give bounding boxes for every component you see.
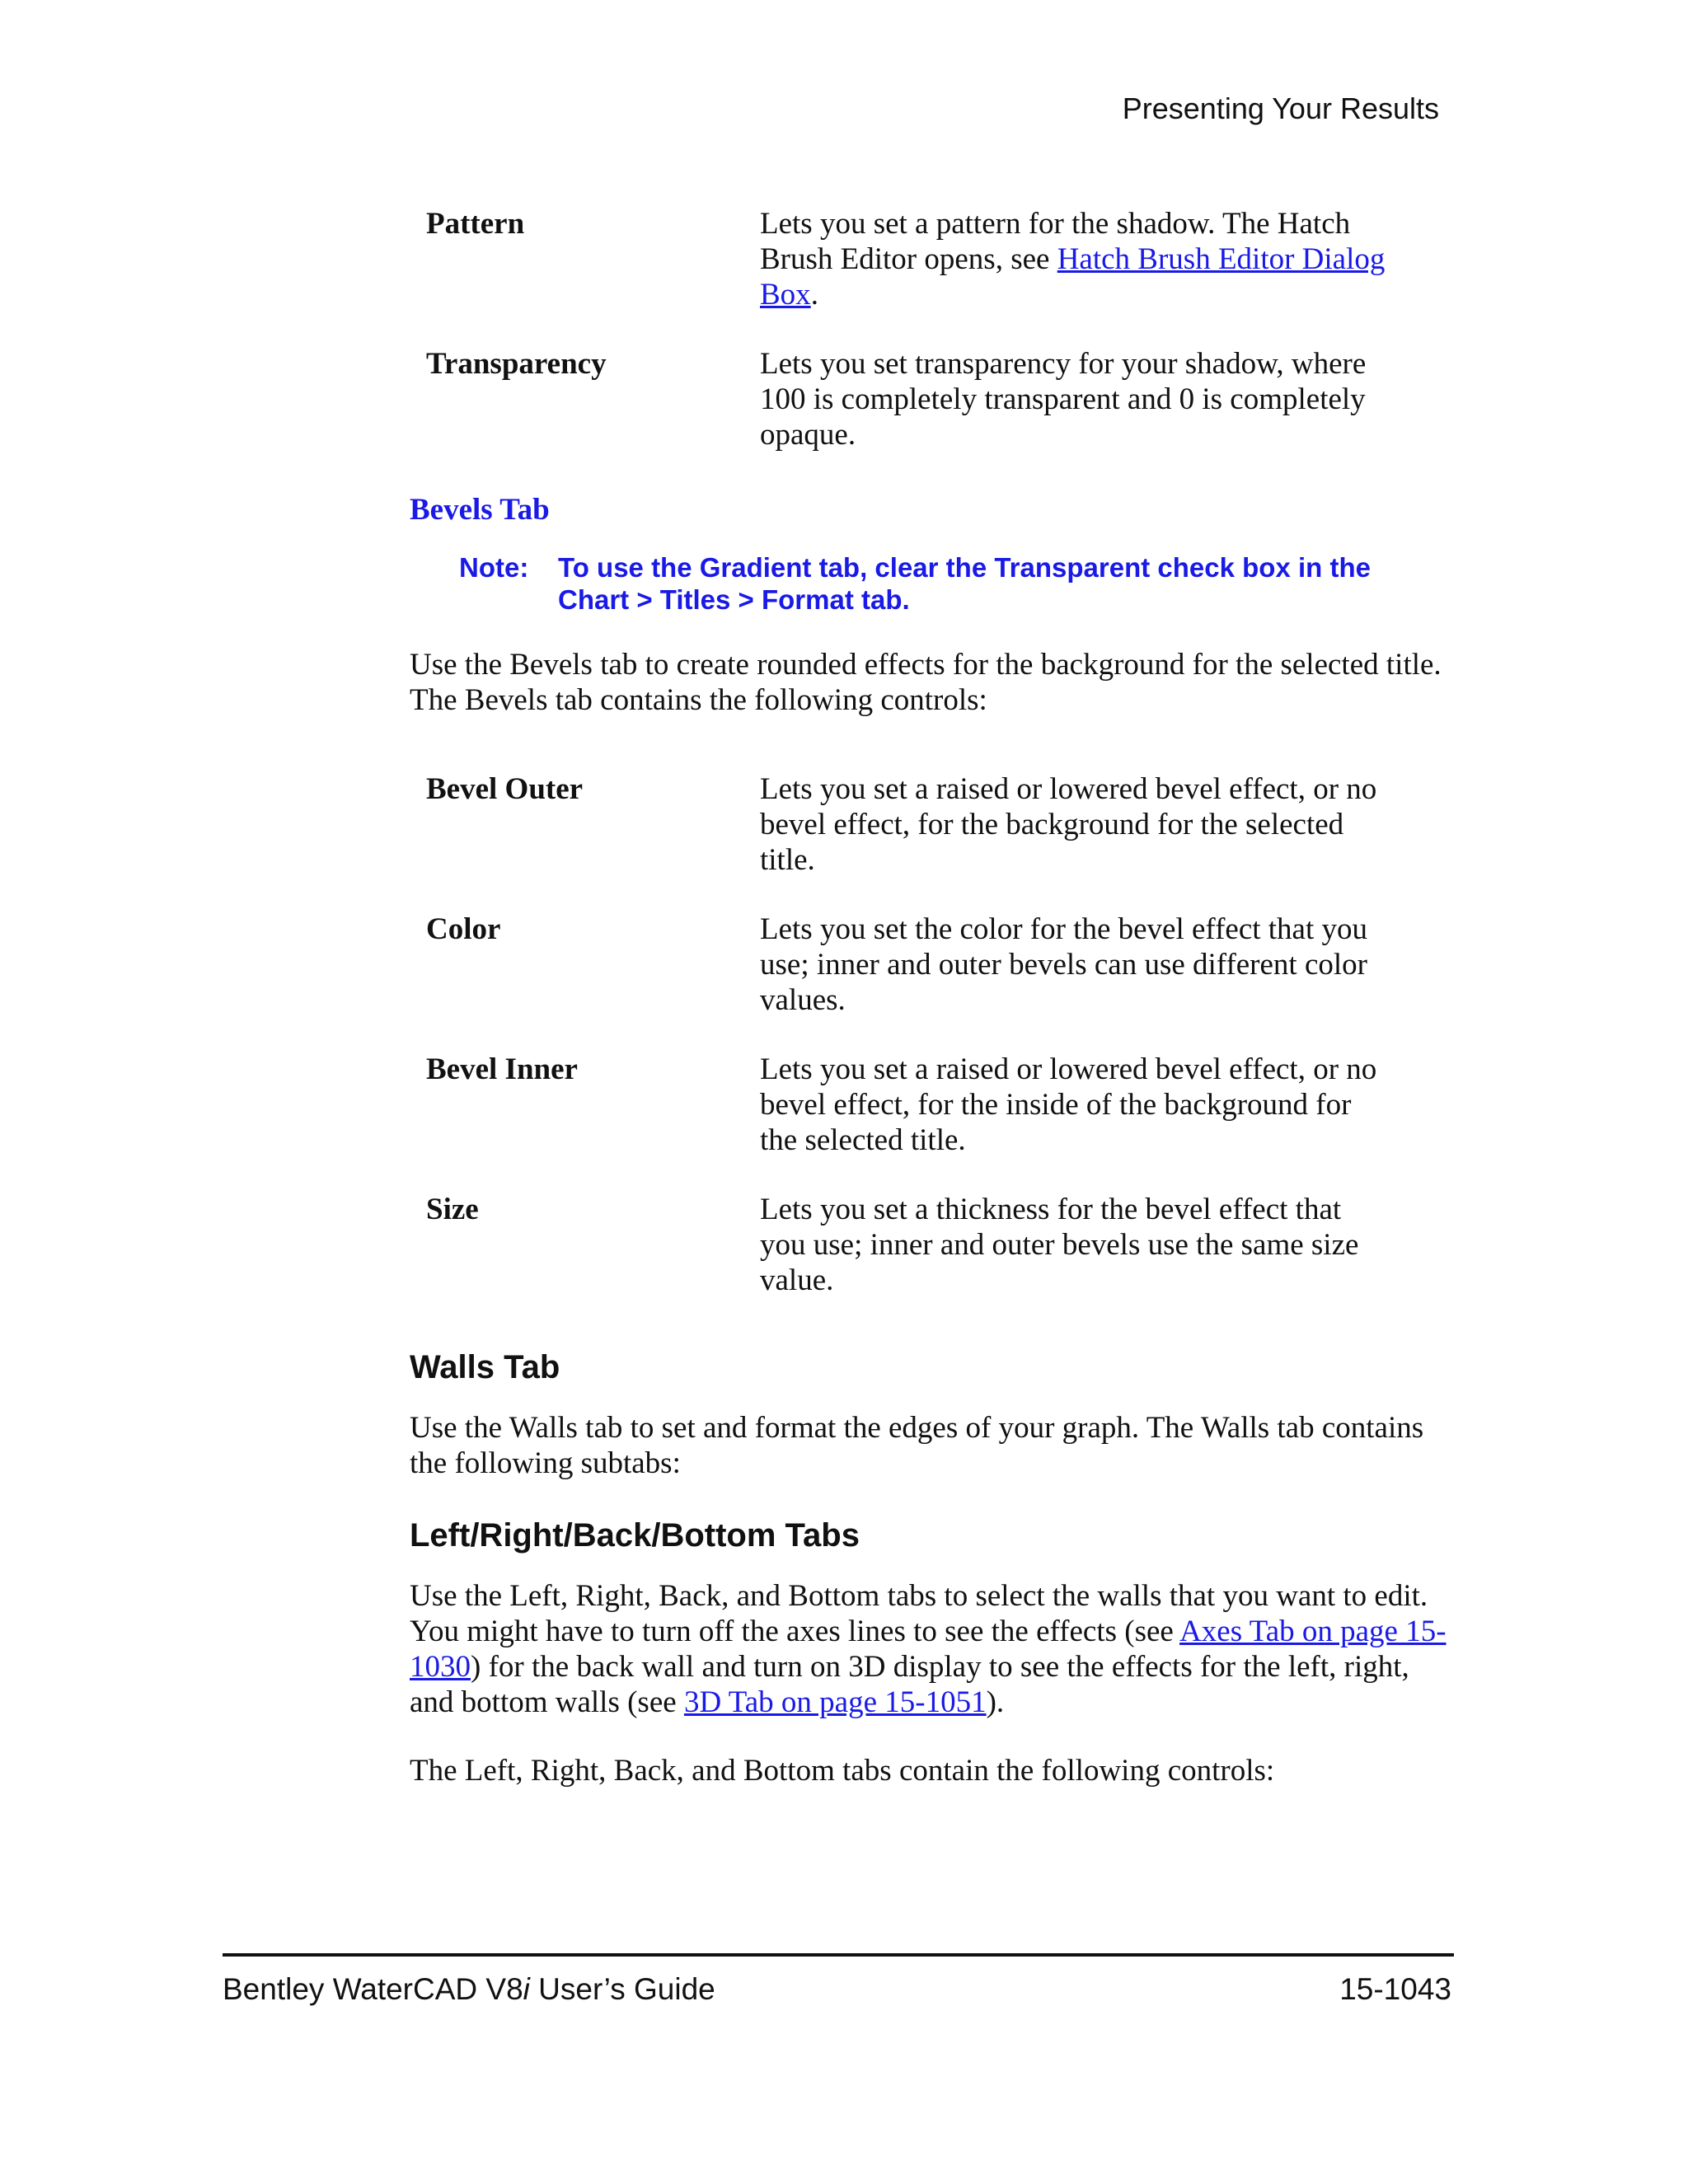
desc-bevel-inner: Lets you set a raised or lowered bevel effect, or no bevel effect, for the inside of the background for the selected title.: [760, 1052, 1377, 1157]
table-row: [426, 1192, 1390, 1298]
desc-pattern: [760, 206, 1390, 312]
term-color: Color: [426, 912, 501, 946]
desc-color: Lets you set the color for the bevel effect that you use; inner and outer bevels can use different color values.: [760, 912, 1368, 1017]
running-header: Presenting Your Results: [1122, 91, 1439, 125]
lrbb-text-1: Use the Left, Right, Back, and Bottom tabs to select the walls that you want to edit. You might have to turn off the axes lines to see the effects (see: [410, 1579, 1428, 1648]
term-transparency: Transparency: [426, 347, 607, 381]
desc-text-end: .: [810, 278, 818, 312]
page-number: 15-1043: [1339, 1972, 1451, 2006]
note-label: Note:: [459, 552, 529, 583]
desc-bevel-outer: Lets you set a raised or lowered bevel effect, or no bevel effect, for the background for the selected title.: [760, 772, 1377, 877]
table-row: [426, 1052, 1390, 1158]
hatch-brush-editor-link[interactable]: Hatch Brush Editor Dialog Box: [760, 242, 1386, 312]
desc-size: Lets you set a thickness for the bevel effect that you use; inner and outer bevels use the same size value.: [760, 1193, 1359, 1297]
term-size: Size: [426, 1193, 479, 1226]
table-row: [426, 346, 1390, 452]
walls-tab-heading: Walls Tab: [410, 1349, 560, 1385]
shadow-controls-table: [426, 206, 1390, 452]
3d-tab-link[interactable]: 3D Tab on page 15-1051: [683, 1685, 987, 1719]
table-row: [426, 912, 1390, 1018]
footer-guide-title: [223, 1971, 715, 2008]
note-block: [459, 551, 1456, 616]
lrbb-paragraph: [410, 1578, 1456, 1720]
guide-title-prefix: Bentley WaterCAD V8: [223, 1972, 523, 2006]
term-pattern: Pattern: [426, 207, 525, 241]
page-content: [410, 206, 1456, 1788]
guide-title-italic: i: [523, 1972, 530, 2006]
guide-title-suffix: User’s Guide: [529, 1972, 715, 2006]
term-bevel-inner: Bevel Inner: [426, 1052, 578, 1086]
lrbb-text-2: ) for the back wall and turn on 3D display to see the effects for the left, right, and bottom walls (see: [410, 1650, 1409, 1719]
desc-text: Lets you set a pattern for the shadow. The Hatch Brush Editor opens, see: [760, 207, 1351, 276]
note-text: To use the Gradient tab, clear the Transparent check box in the Chart > Titles > Format tab.: [558, 552, 1371, 615]
footer-divider: [223, 1953, 1454, 1957]
term-bevel-outer: Bevel Outer: [426, 772, 584, 806]
bevels-controls-table: [426, 771, 1390, 1298]
bevels-intro: Use the Bevels tab to create rounded effects for the background for the selected title. The Bevels tab contains the following controls:: [410, 648, 1442, 717]
walls-intro: Use the Walls tab to set and format the edges of your graph. The Walls tab contains the following subtabs:: [410, 1411, 1424, 1480]
lrbb-tabs-heading: Left/Right/Back/Bottom Tabs: [410, 1517, 860, 1554]
lrbb-text-3: ).: [986, 1685, 1005, 1719]
lrbb-controls-intro: The Left, Right, Back, and Bottom tabs contain the following controls:: [410, 1754, 1275, 1788]
desc-transparency: Lets you set transparency for your shadow, where 100 is completely transparent and 0 is completely opaque.: [760, 347, 1367, 452]
bevels-tab-heading: Bevels Tab: [410, 493, 550, 527]
table-row: [426, 206, 1390, 312]
table-row: [426, 771, 1390, 878]
axes-tab-link[interactable]: Axes Tab on page 15-1030: [410, 1615, 1447, 1684]
